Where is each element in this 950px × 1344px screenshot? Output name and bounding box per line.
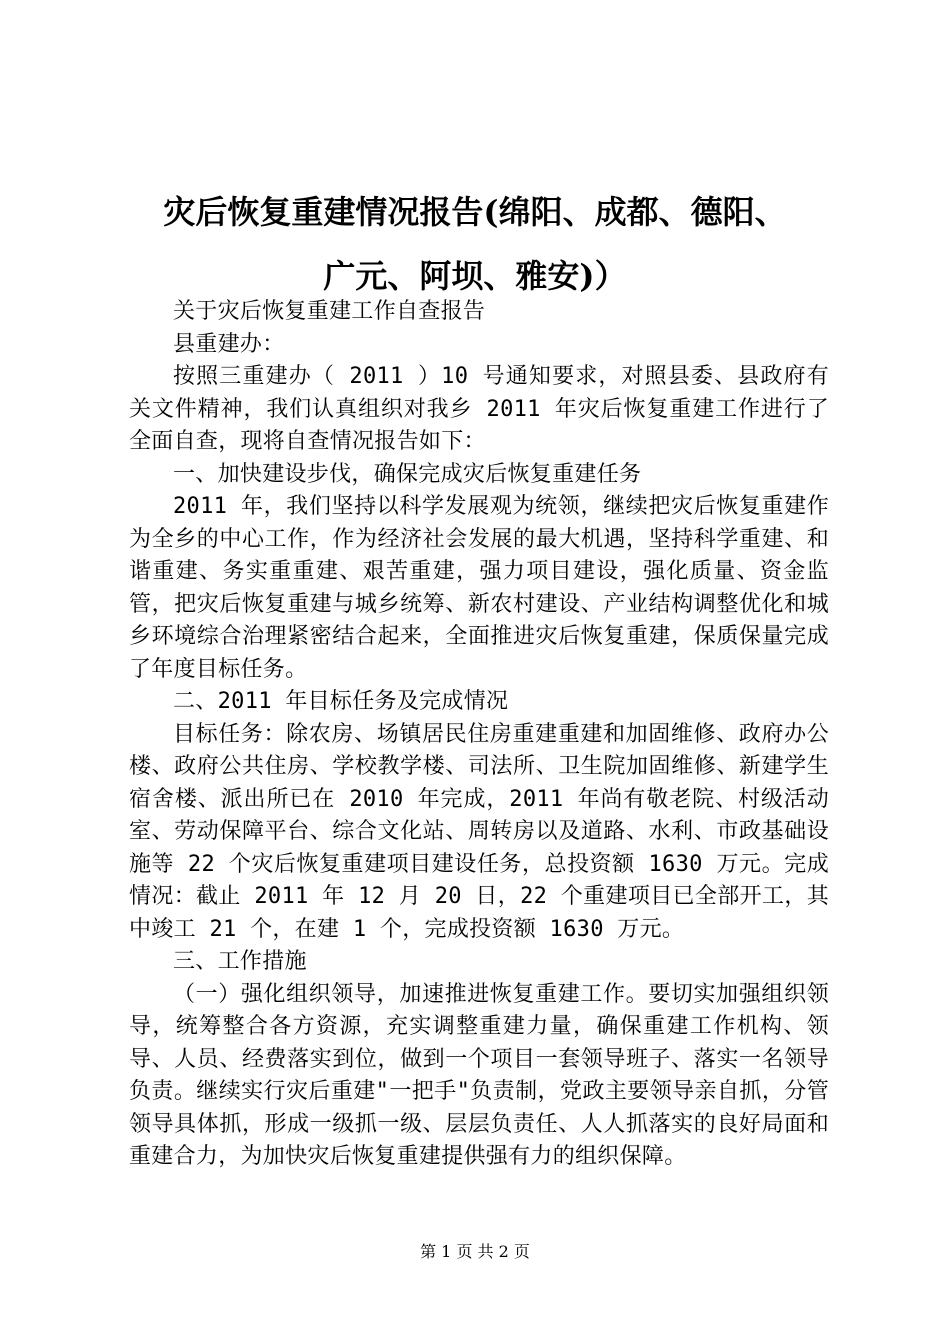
- paragraph-section-2: 目标任务：除农房、场镇居民住房重建重建和加固维修、政府办公楼、政府公共住房、学校教学楼、司法所、卫生院加固维修、新建学生宿舍楼、派出所已在 2010 年完成，2011 年尚有敬老院、村级活动室、劳动保障平台、综合文化站、周转房以及道路、水利、市政基础设施等 22 个灾后恢复重建项目建设任务，总投资额 1630 万元。完成情况：截止 2011 年 12 月 20 日，22 个重建项目已全部开工，其中竣工 21 个，在建 1 个，完成投资额 1630 万元。: [129, 721, 829, 942]
- document-body: [129, 296, 829, 1174]
- page-footer: 第 1 页 共 2 页: [420, 1242, 530, 1261]
- document-title: [110, 180, 840, 308]
- heading-section-2: 二、2011 年目标任务及完成情况: [173, 689, 509, 714]
- paragraph-report-subject: 关于灾后恢复重建工作自查报告: [173, 299, 486, 324]
- title-line-2: 广元、阿坝、雅安)）: [323, 257, 627, 295]
- paragraph-introduction: 按照三重建办（ 2011 ）10 号通知要求，对照县委、县政府有关文件精神，我们认真组织对我乡 2011 年灾后恢复重建工作进行了全面自查，现将自查情况报告如下：: [129, 364, 829, 454]
- paragraph-recipient: 县重建办：: [173, 331, 285, 357]
- paragraph-section-1: 2011 年，我们坚持以科学发展观为统领，继续把灾后恢复重建作为全乡的中心工作，作为经济社会发展的最大机遇，坚持科学重建、和谐重建、务实重重建、艰苦重建，强力项目建设，强化质量、资金监管，把灾后恢复重建与城乡统筹、新农村建设、产业结构调整优化和城乡环境综合治理紧密结合起来，全面推进灾后恢复重建，保质保量完成了年度目标任务。: [129, 494, 829, 682]
- paragraph-section-3-item-1: （一）强化组织领导，加速推进恢复重建工作。要切实加强组织领导，统筹整合各方资源，充实调整重建力量，确保重建工作机构、领导、人员、经费落实到位，做到一个项目一套领导班子、落实一名领导负责。继续实行灾后重建"一把手"负责制，党政主要领导亲自抓，分管领导具体抓，形成一级抓一级、层层负责任、人人抓落实的良好局面和重建合力，为加快灾后恢复重建提供强有力的组织保障。: [129, 981, 829, 1169]
- heading-section-1: 一、加快建设步伐，确保完成灾后恢复重建任务: [173, 461, 642, 487]
- heading-section-3: 三、工作措施: [173, 949, 307, 974]
- title-line-1: 灾后恢复重建情况报告(绵阳、成都、德阳、: [163, 193, 787, 231]
